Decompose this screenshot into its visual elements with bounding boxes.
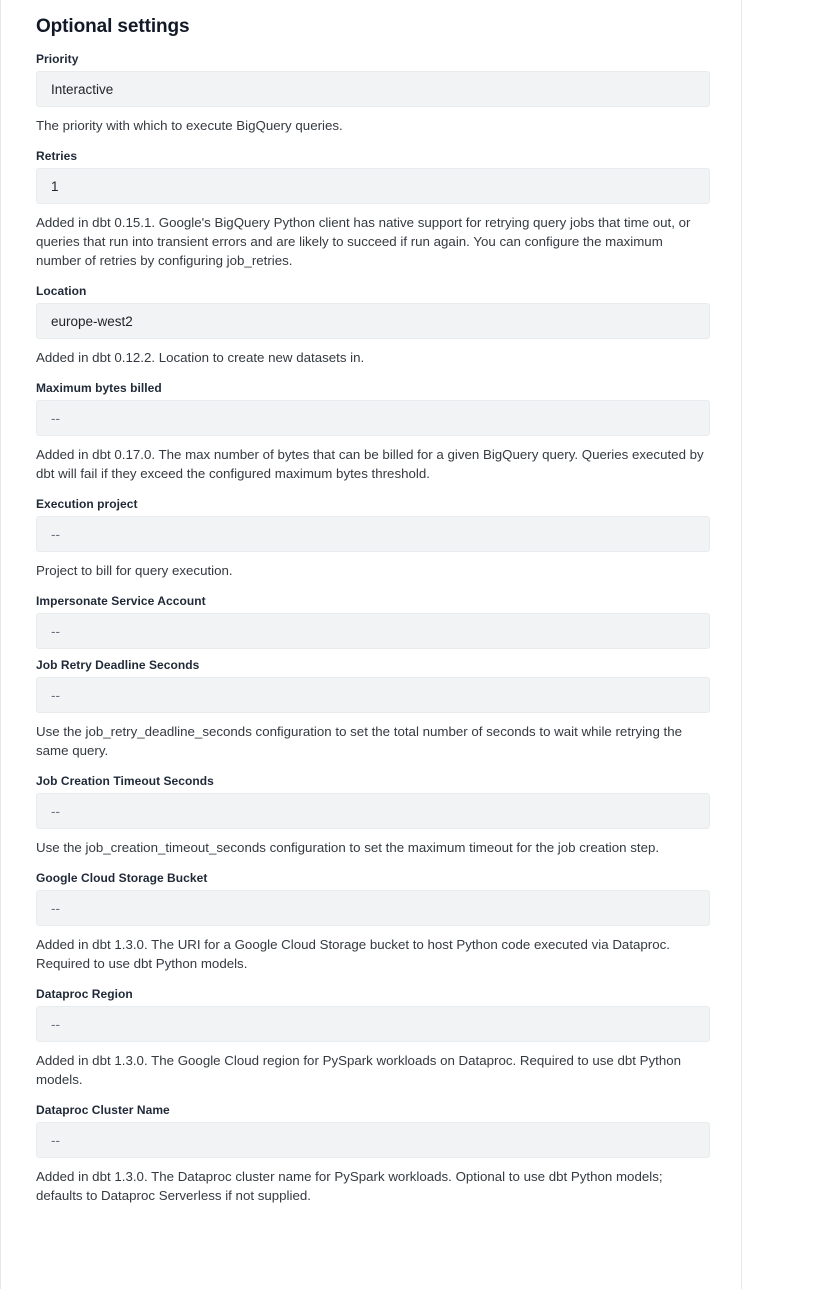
field-label: Dataproc Cluster Name [36,1103,170,1117]
field-input[interactable]: -- [36,613,710,649]
settings-field [36,497,710,580]
field-help-text: Added in dbt 1.3.0. The Dataproc cluster name for PySpark workloads. Optional to use dbt Python models; defaults to Dataproc Serverless if not supplied. [36,1169,663,1203]
field-help-text: Project to bill for query execution. [36,563,233,578]
page-title: Optional settings [36,16,190,37]
settings-field [36,284,710,367]
field-help-text: Added in dbt 0.15.1. Google's BigQuery Python client has native support for retrying query jobs that time out, or queries that run into transient errors and are likely to succeed if run again. You can configure the maximum number of retries by configuring job_retries. [36,215,691,268]
field-input[interactable]: -- [36,516,710,552]
field-help-text: Added in dbt 1.3.0. The URI for a Google Cloud Storage bucket to host Python code executed via Dataproc. Required to use dbt Python models. [36,937,670,971]
field-input[interactable]: europe-west2 [36,303,710,339]
field-help-text: Use the job_retry_deadline_seconds configuration to set the total number of seconds to wait while retrying the same query. [36,724,683,758]
field-help-text: Added in dbt 1.3.0. The Google Cloud region for PySpark workloads on Dataproc. Required to use dbt Python models. [36,1053,682,1087]
settings-field [36,52,710,135]
field-input[interactable]: -- [36,400,710,436]
settings-field [36,987,710,1089]
field-input[interactable]: -- [36,890,710,926]
settings-field [36,381,710,483]
field-input[interactable]: -- [36,1006,710,1042]
settings-field [36,1103,710,1205]
optional-settings-content [36,0,710,1219]
field-input[interactable]: -- [36,1122,710,1158]
field-label: Dataproc Region [36,987,133,1001]
field-input[interactable]: -- [36,793,710,829]
field-input[interactable]: 1 [36,168,710,204]
field-label: Priority [36,52,79,66]
settings-field [36,594,710,649]
left-panel-divider [0,0,1,1289]
field-input[interactable]: -- [36,677,710,713]
settings-field [36,871,710,973]
field-label: Job Creation Timeout Seconds [36,774,214,788]
field-label: Location [36,284,87,298]
settings-field [36,149,710,270]
field-label: Retries [36,149,78,163]
field-help-text: Added in dbt 0.17.0. The max number of bytes that can be billed for a given BigQuery query. Queries executed by dbt will fail if they exceed the configured maximum bytes threshold. [36,447,704,481]
right-panel-divider [741,0,742,1289]
field-input[interactable]: Interactive [36,71,710,107]
field-label: Execution project [36,497,138,511]
field-label: Job Retry Deadline Seconds [36,658,200,672]
settings-field [36,774,710,857]
field-help-text: Added in dbt 0.12.2. Location to create new datasets in. [36,350,365,365]
field-label: Impersonate Service Account [36,594,206,608]
settings-field-list [36,52,710,1205]
field-help-text: The priority with which to execute BigQuery queries. [36,118,343,133]
settings-field [36,658,710,760]
field-label: Maximum bytes billed [36,381,162,395]
field-label: Google Cloud Storage Bucket [36,871,208,885]
field-help-text: Use the job_creation_timeout_seconds configuration to set the maximum timeout for the job creation step. [36,840,660,855]
